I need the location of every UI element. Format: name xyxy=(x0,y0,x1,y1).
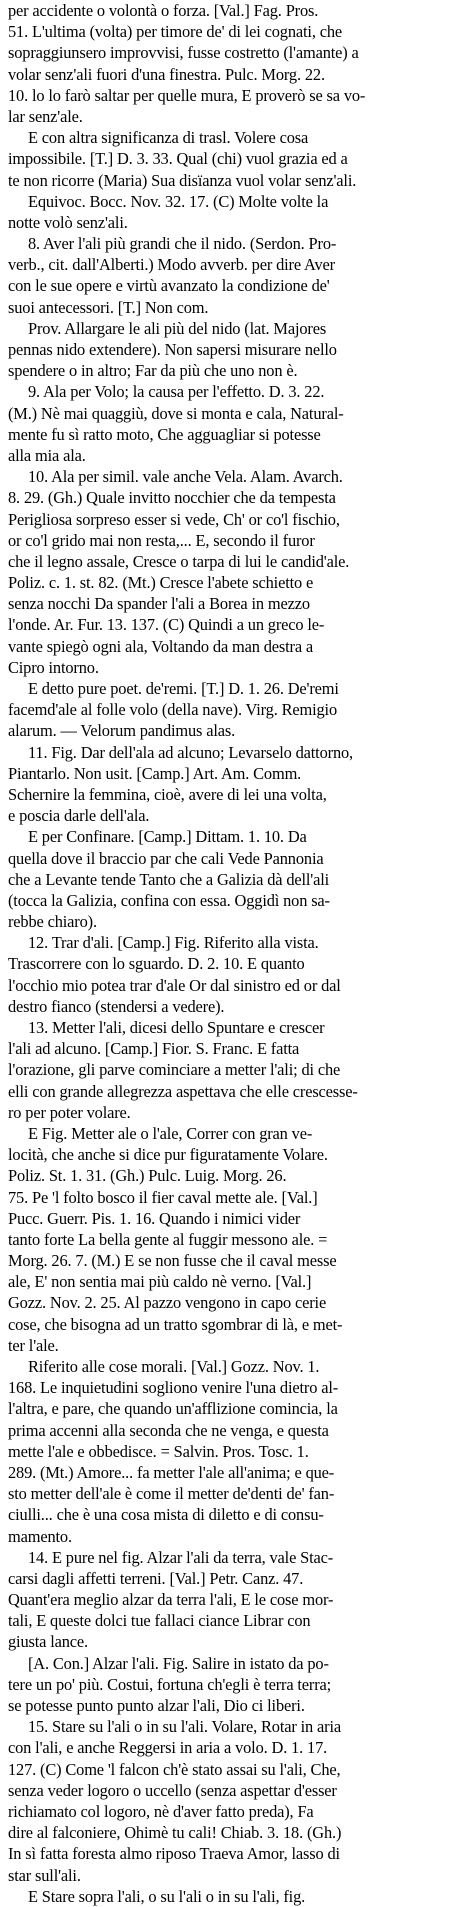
text-line: facemd'ale al folle volo (della nave). Virg. Remigio xyxy=(8,700,337,720)
text-line: l'orazione, gli parve cominciare a metter l'ali; di che xyxy=(8,1060,341,1080)
text-line: Poliz. St. 1. 31. (Gh.) Pulc. Luig. Morg. 26. xyxy=(8,1166,287,1186)
text-line: vante spiegò ogni ala, Voltando da man destra a xyxy=(8,636,314,656)
text-line: 289. (Mt.) Amore... fa metter l'ale all'anima; e que- xyxy=(8,1462,335,1482)
text-line: star sull'ali. xyxy=(8,1865,81,1885)
text-line: locità, che anche si dice pur figuratamente Volare. xyxy=(8,1145,328,1165)
text-line: elli con grande allegrezza aspettava che elle crescesse- xyxy=(8,1081,358,1101)
text-line: cose, che bisogna ad un tratto sgombrar di là, e met- xyxy=(8,1314,343,1334)
text-line: sopraggiunsero improvvisi, fusse costretto (l'amante) a xyxy=(8,43,359,63)
text-line: con l'ali, e anche Reggersi in aria a volo. D. 1. 17. xyxy=(8,1738,328,1758)
text-line: senza veder logoro o uccello (senza aspettar d'esser xyxy=(8,1780,337,1800)
text-line: Piantarlo. Non usit. [Camp.] Art. Am. Comm. xyxy=(8,763,302,783)
text-line: l'onde. Ar. Fur. 13. 137. (C) Quindi a un greco le- xyxy=(8,615,325,635)
text-line: mente fu sì ratto moto, Che agguagliar si potesse xyxy=(8,424,321,444)
text-line: 51. L'ultima (volta) per timore de' di lei cognati, che xyxy=(8,22,343,42)
text-line: impossibile. [T.] D. 3. 33. Qual (chi) vuol grazia ed a xyxy=(8,149,348,169)
text-line: dire al falconiere, Ohimè tu cali! Chiab. 3. 18. (Gh.) xyxy=(8,1823,342,1843)
text-line: 127. (C) Come 'l falcon ch'è stato assai su l'ali, Che, xyxy=(8,1759,341,1779)
text-line: ciulli... che è una cosa mista di diletto e di consu- xyxy=(8,1505,324,1525)
text-line: alarum. — Velorum pandimus alas. xyxy=(8,721,236,741)
text-line: per accidente o volontà o forza. [Val.] Fag. Pros. xyxy=(8,1,319,20)
text-line: prima accenni alla seconda che ne venga, e questa xyxy=(8,1420,329,1440)
text-line: ale, E' non sentia mai più caldo nè verno. [Val.] xyxy=(8,1272,312,1292)
text-line: lar senz'ale. xyxy=(8,106,83,126)
text-line: che il legno assale, Cresce o tarpa di lui le candid'ale. xyxy=(8,551,350,571)
text-line: senza nocchi Da spander l'ali a Borea in mezzo xyxy=(8,594,310,614)
text-line: E detto pure poet. de'remi. [T.] D. 1. 26. De'remi xyxy=(28,679,339,698)
text-line: Prov. Allargare le ali più del nido (lat. Majores xyxy=(28,318,327,338)
text-line: Riferito alle cose morali. [Val.] Gozz. Nov. 1. xyxy=(28,1357,320,1376)
text-line: Equivoc. Bocc. Nov. 32. 17. (C) Molte volte la xyxy=(28,191,329,211)
text-line: mamento. xyxy=(8,1526,72,1546)
text-line: 9. Ala per Volo; la causa per l'effetto. D. 3. 22. xyxy=(28,382,325,402)
text-line: Perigliosa sorpreso esser si vede, Ch' or co'l fischio, xyxy=(8,509,340,529)
dictionary-column xyxy=(8,0,460,1907)
text-line: 10. lo lo farò saltar per quelle mura, E proverò se sa vo- xyxy=(8,85,366,105)
text-line: che a Levante tende Tanto che a Galizia dà dell'ali xyxy=(8,869,330,889)
text-line: tanto forte La bella gente al fuggir messono ale. = xyxy=(8,1229,328,1249)
text-line: verb., cit. dall'Alberti.) Modo avverb. per dire Aver xyxy=(8,255,335,275)
text-line: te non ricorre (Maria) Sua disïanza vuol volar senz'ali. xyxy=(8,170,357,190)
text-line: con le sue opere e virtù avanzato la condizione de' xyxy=(8,276,330,296)
text-line: E con altra significanza di trasl. Volere cosa xyxy=(28,128,309,148)
text-line: spendere o in altro; Far da più che uno non è. xyxy=(8,361,298,381)
text-line: mette l'ale e obbedisce. = Salvin. Pros. Tosc. 1. xyxy=(8,1441,309,1461)
text-line: Quant'era meglio alzar da terra l'ali, E le cose mor- xyxy=(8,1590,334,1610)
text-line: l'ali ad alcuno. [Camp.] Fior. S. Franc. E fatta xyxy=(8,1039,300,1059)
text-line: tali, E queste dolci tue fallaci ciance Librar con xyxy=(8,1611,311,1631)
text-line: Gozz. Nov. 2. 25. Al pazzo vengono in capo cerie xyxy=(8,1293,327,1313)
text-line: richiamato col logoro, nè d'aver fatto preda), Fa xyxy=(8,1801,314,1821)
text-line: carsi dagli affetti terreni. [Val.] Petr. Canz. 47. xyxy=(8,1568,304,1588)
text-line: volar senz'ali fuori d'una finestra. Pulc. Morg. 22. xyxy=(8,64,325,84)
text-line: se potesse punto punto alzar l'ali, Dio ci liberi. xyxy=(8,1696,305,1715)
text-line: E Fig. Metter ale o l'ale, Correr con gran ve- xyxy=(28,1123,313,1143)
text-line: 14. E pure nel fig. Alzar l'ali da terra, vale Stac- xyxy=(28,1547,334,1567)
text-line: or co'l grido mai non resta,... E, secondo il furor xyxy=(8,530,315,550)
text-line: notte volò senz'ali. xyxy=(8,212,128,232)
text-line: sto metter dell'ale è come il metter de'denti de' fan- xyxy=(8,1484,335,1504)
text-line: 11. Fig. Dar dell'ala ad alcuno; Levarselo dattorno, xyxy=(28,742,353,762)
text-line: rebbe chiaro). xyxy=(8,912,97,932)
text-line: ter l'ale. xyxy=(8,1335,59,1355)
text-line: giusta lance. xyxy=(8,1632,88,1652)
text-line: Cipro intorno. xyxy=(8,657,99,677)
text-line: [A. Con.] Alzar l'ali. Fig. Salire in istato da po- xyxy=(28,1653,329,1673)
text-line: 12. Trar d'ali. [Camp.] Fig. Riferito alla vista. xyxy=(28,933,319,953)
text-line: suoi antecessori. [T.] Non com. xyxy=(8,297,209,317)
text-line: ro per poter volare. xyxy=(8,1102,131,1122)
text-line: (tocca la Galizia, confina con essa. Oggidì non sa- xyxy=(8,890,330,910)
text-line: E per Confinare. [Camp.] Dittam. 1. 10. Da xyxy=(28,827,307,847)
text-line: In sì fatta foresta almo riposo Traeva Amor, lasso di xyxy=(8,1844,340,1864)
text-line: (M.) Nè mai quaggiù, dove si monta e cala, Natural- xyxy=(8,403,344,423)
text-line: 8. 29. (Gh.) Quale invitto nocchier che da tempesta xyxy=(8,488,336,508)
text-line: l'occhio mio potea trar d'ale Or dal sinistro ed or dal xyxy=(8,975,341,995)
text-line: 13. Metter l'ali, dicesi dello Spuntare e crescer xyxy=(28,1018,325,1037)
text-line: 10. Ala per simil. vale anche Vela. Alam. Avarch. xyxy=(28,467,343,487)
text-line: l'altra, e pare, che quando un'afflizione comincia, la xyxy=(8,1399,338,1419)
text-line: Pucc. Guerr. Pis. 1. 16. Quando i nimici vider xyxy=(8,1208,301,1228)
text-line: E Stare sopra l'ali, o su l'ali o in su l'ali, fig. xyxy=(28,1886,306,1906)
text-line: Trascorrere con lo sguardo. D. 2. 10. E quanto xyxy=(8,954,305,974)
text-line: pennas nido extendere). Non sapersi misurare nello xyxy=(8,340,337,359)
text-line: 8. Aver l'ali più grandi che il nido. (Serdon. Pro- xyxy=(28,234,337,254)
text-line: tere un po' più. Costui, fortuna ch'egli è terra terra; xyxy=(8,1674,332,1694)
text-line: 75. Pe 'l folto bosco il fier caval mette ale. [Val.] xyxy=(8,1187,318,1207)
text-line: Poliz. c. 1. st. 82. (Mt.) Cresce l'abete schietto e xyxy=(8,573,314,593)
text-line: quella dove il braccio par che cali Vede Pannonia xyxy=(8,848,324,868)
text-line: 15. Stare su l'ali o in su l'ali. Volare, Rotar in aria xyxy=(28,1717,341,1737)
text-line: alla mia ala. xyxy=(8,445,86,465)
text-line: Schernire la femmina, cioè, avere di lei una volta, xyxy=(8,784,327,804)
text-line: Morg. 26. 7. (M.) E se non fusse che il caval messe xyxy=(8,1251,337,1271)
text-line: 168. Le inquietudini sogliono venire l'una dietro al- xyxy=(8,1378,339,1398)
text-line: destro fianco (stendersi a vedere). xyxy=(8,996,225,1016)
text-line: e poscia darle dell'ala. xyxy=(8,806,150,826)
